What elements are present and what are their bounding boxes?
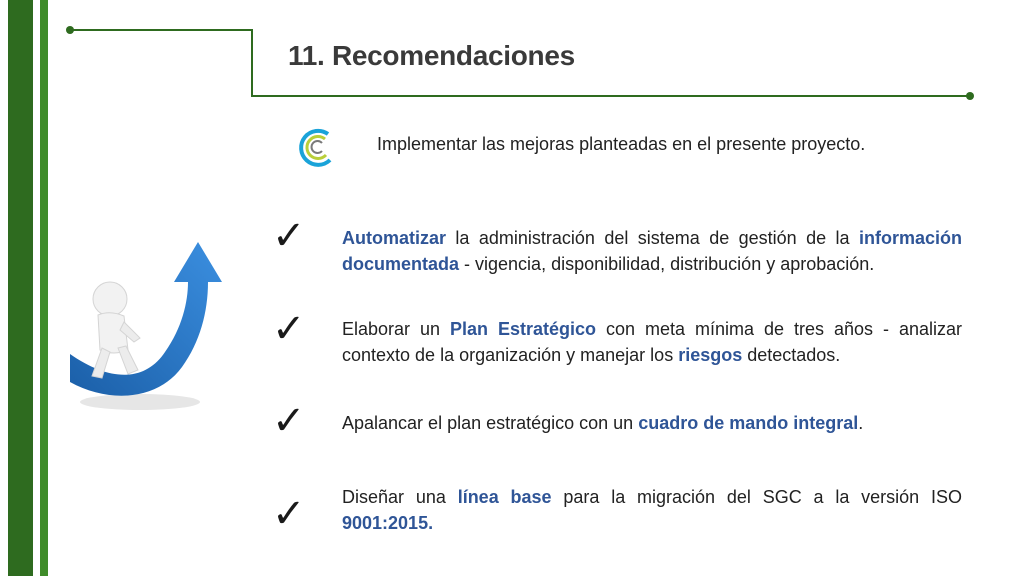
highlight-text: Automatizar: [342, 228, 447, 248]
recommendation-item: [342, 410, 962, 436]
highlight-text: riesgos: [678, 345, 743, 365]
growth-arrow-figure: [70, 242, 230, 417]
item-text: Elaborar un: [342, 319, 451, 339]
highlight-text: información documentada: [342, 228, 962, 274]
item-text: .: [858, 413, 864, 433]
item-text: la administración del sistema de gestión de la: [446, 228, 859, 248]
item-text: para la migración del SGC a la versión ISO: [551, 487, 963, 507]
highlight-text: línea base: [457, 487, 552, 507]
checkmark-icon: ✓: [272, 306, 306, 352]
company-logo: [292, 124, 338, 170]
recommendation-item: [342, 225, 962, 277]
item-text: - vigencia, disponibilidad, distribución y aprobación.: [459, 254, 875, 274]
item-text: con meta mínima de tres años - analizar contexto de la organización y manejar los: [342, 319, 962, 365]
checkmark-icon: ✓: [272, 213, 306, 259]
item-text: Diseñar una: [342, 487, 458, 507]
checkmark-icon: ✓: [272, 398, 306, 444]
highlight-text: cuadro de mando integral: [638, 413, 859, 433]
checkmark-icon: ✓: [272, 491, 306, 537]
item-text: detectados.: [742, 345, 841, 365]
page-title: 11. Recomendaciones: [288, 40, 575, 71]
highlight-text: Plan Estratégico: [450, 319, 597, 339]
recommendation-item: [342, 484, 962, 536]
highlight-text: 9001:2015.: [342, 513, 434, 533]
intro-text: Implementar las mejoras planteadas en el presente proyecto.: [377, 134, 866, 154]
item-text: Apalancar el plan estratégico con un: [342, 413, 639, 433]
recommendation-item: [342, 316, 962, 368]
